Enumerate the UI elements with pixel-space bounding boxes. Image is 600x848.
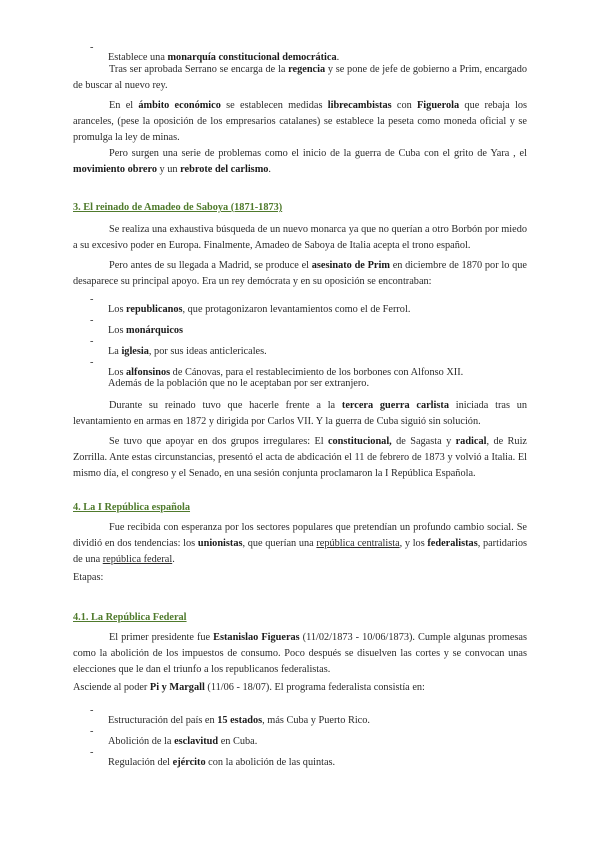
subsection-heading-federal: 4.1. La República Federal [73,612,187,623]
section-heading-republica: 4. La I República española [73,502,191,513]
bullet-republicanos: Los republicanos, que protagonizaron levantamientos como el de Ferrol. [108,304,411,316]
bullet-marker: - [90,726,94,737]
section-heading-amadeo: 3. El reinado de Amadeo de Saboya (1871-1873) [73,202,283,213]
paragraph-figueras: El primer presidente fue Estanislao Figueras (11/02/1873 - 10/06/1873). Cumple algunas promesas como la abolición de los impuestos de consumo. Poco después se disuelven las cortes y se convocan unas elecciones que le dan el triunfo a los republicanos federalistas. [73,632,527,675]
bullet-marker: - [90,294,94,305]
bullet-alfonsinos: Los alfonsinos de Cánovas, para el restablecimiento de los borbones con Alfonso XII. [108,367,464,379]
bullet-marker: - [90,42,94,53]
bullet-marker: - [90,705,94,716]
paragraph-guerra-carlista: Durante su reinado tuvo que hacerle frente a la tercera guerra carlista iniciada tras un levantamiento en armas en 1872 y dirigida por Carlos VII. Y la guerra de Cuba siguió sin solución. [73,400,528,427]
bullet-iglesia: La iglesia, por sus ideas anticlericales. [108,346,267,358]
paragraph-asesinato-prim: Pero antes de su llegada a Madrid, se produce el asesinato de Prim en diciembre de 1870 por lo que desaparece su principal apoyo. Era un rey demócrata y en su oposición se encontraban: [73,260,527,287]
paragraph-pi-y-margall: Asciende al poder Pi y Margall (11/06 - 18/07). El programa federalista consistía en: [73,682,425,693]
paragraph-poblacion: Además de la población que no le aceptaban por ser extranjero. [108,378,370,389]
paragraph-economico: En el ámbito económico se establecen medidas librecambistas con Figuerola que rebaja los aranceles, (pese la oposición de los empresarios catalanes) se establece la peseta como moneda oficial y se promulga la ley de minas. [73,100,527,143]
bullet-monarquicos: Los monárquicos [108,325,184,337]
paragraph-tendencias: Fue recibida con esperanza por los sectores populares que pretendían un profundo cambio social. Se dividió en dos tendencias: los unionistas, que querían una república centralista, y los federalistas, partidarios de una república federal. [73,522,527,565]
bullet-estados: Estructuración del país en 15 estados, más Cuba y Puerto Rico. [108,715,370,727]
bullet-marker: - [90,315,94,326]
bullet-marker: - [90,747,94,758]
bullet-ejercito: Regulación del ejército con la abolición de las quintas. [108,757,336,769]
paragraph-busqueda: Se realiza una exhaustiva búsqueda de un nuevo monarca ya que no querían a otro Borbón por miedo a su excesivo poder en Europa. Finalmente, Amadeo de Saboya de Italia acepta el trono español. [73,224,527,251]
paragraph-regencia: Tras ser aprobada Serrano se encarga de la regencia y se pone de jefe de gobierno a Prim, encargado de buscar al nuevo rey. [73,64,527,91]
bullet-marker: - [90,336,94,347]
bullet-esclavitud: Abolición de la esclavitud en Cuba. [108,736,258,748]
paragraph-etapas: Etapas: [73,572,104,583]
bullet-monarquia: Establece una monarquía constitucional democrática. [108,52,340,64]
paragraph-problemas: Pero surgen una serie de problemas como el inicio de la guerra de Cuba con el grito de Yara , el movimiento obrero y un rebrote del carlismo. [73,148,527,175]
bullet-marker: - [90,357,94,368]
paragraph-abdicacion: Se tuvo que apoyar en dos grupos irregulares: El constitucional, de Sagasta y radical, de Ruiz Zorrilla. Ante estas circunstancias, presentó el acta de abdicación el 11 de febrero de 1873 y volvió a Italia. El mismo día, el congreso y el Senado, en una sesión conjunta proclamaron la I República Española. [73,436,527,479]
